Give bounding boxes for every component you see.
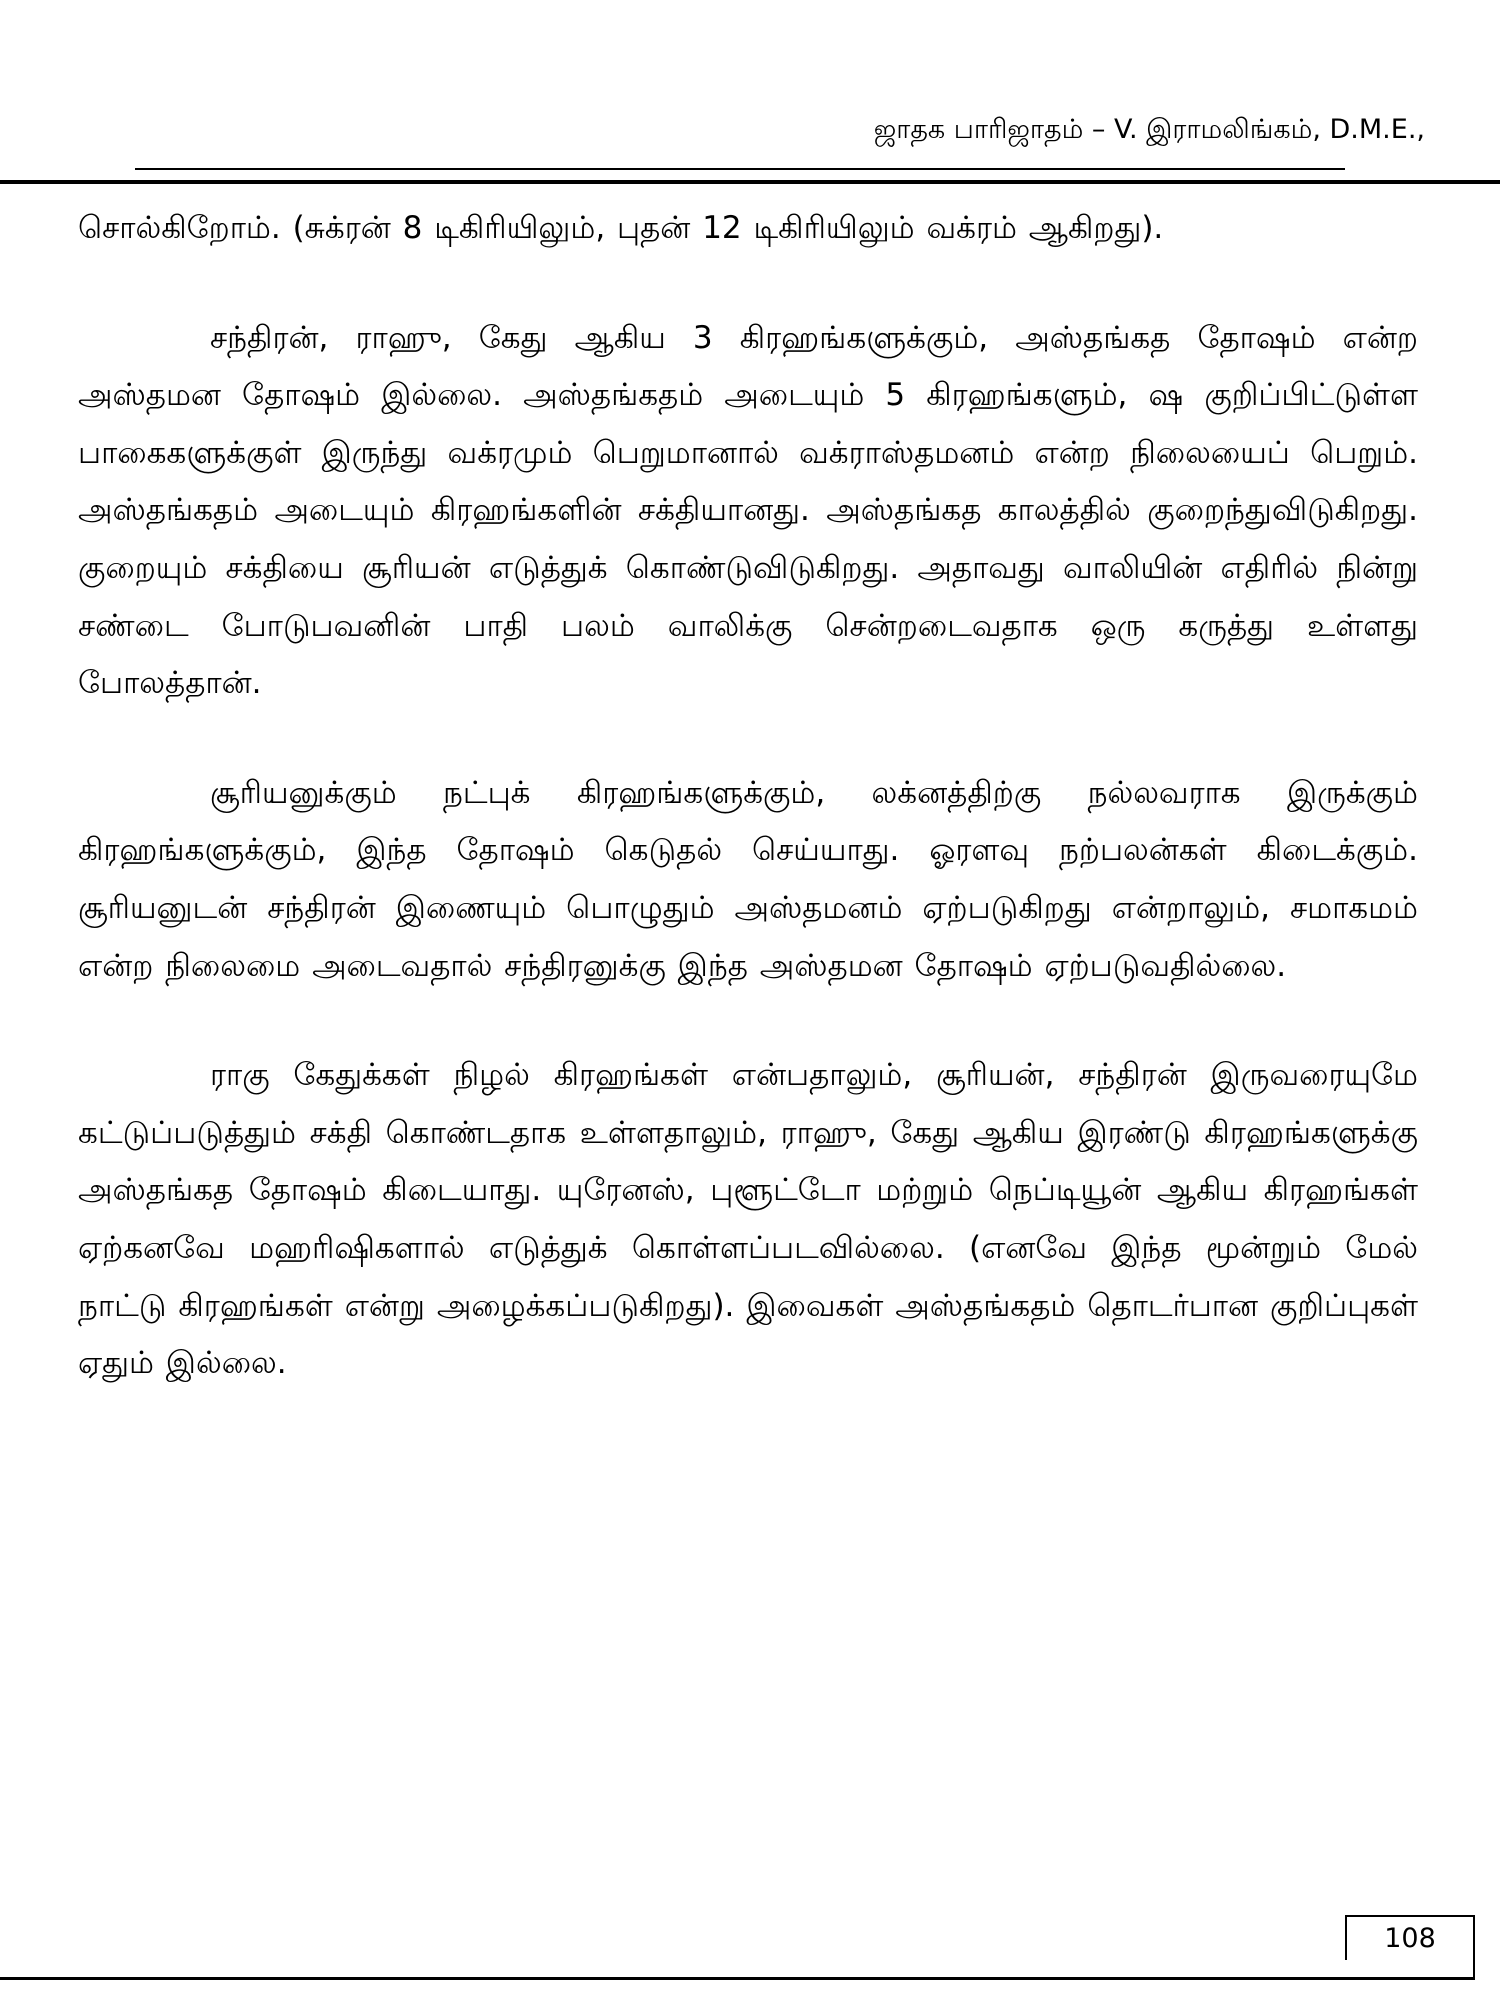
paragraph-continuation: சொல்கிறோம். (சுக்ரன் 8 டிகிரியிலும், புதன் 12 டிகிரியிலும் வக்ரம் ஆகிறது). xyxy=(78,210,1164,246)
paragraph-rahu-ketu: ராகு கேதுக்கள் நிழல் கிரஹங்கள் என்பதாலும், சூரியன், சந்திரன் இருவரையுமே கட்டுப்படுத்தும் சக்தி கொண்டதாக உள்ளதாலும், ராஹு, கேது ஆகிய இரண்டு கிரஹங்களுக்கு அஸ்தங்கத தோஷம் கிடையாது. யுரேனஸ், புளூட்டோ மற்றும் நெப்டியூன் ஆகிய கிரஹங்கள் ஏற்கனவே மஹரிஷிகளால் எடுத்துக் கொள்ளப்படவில்லை. (எனவே இந்த மூன்றும் மேல் நாட்டு கிரஹங்கள் என்று அழைக்கப்படுகிறது). இவைகள் அஸ்தங்கதம் தொடர்பான குறிப்புகள் ஏதும் இல்லை. xyxy=(78,1057,1418,1382)
footer-rule xyxy=(0,1977,1475,1980)
paragraph-friendly-planets: சூரியனுக்கும் நட்புக் கிரஹங்களுக்கும், லக்னத்திற்கு நல்லவராக இருக்கும் கிரஹங்களுக்கும், இந்த தோஷம் கெடுதல் செய்யாது. ஓரளவு நற்பலன்கள் கிடைக்கும். சூரியனுடன் சந்திரன் இணையும் பொழுதும் அஸ்தமனம் ஏற்படுகிறது என்றாலும், சமாகமம் என்ற நிலைமை அடைவதால் சந்திரனுக்கு இந்த அஸ்தமன தோஷம் ஏற்படுவதில்லை. xyxy=(78,774,1418,984)
page-number: 108 xyxy=(1345,1915,1475,1960)
header-rule-thick xyxy=(0,180,1500,184)
paragraph-asthangata-dosham: சந்திரன், ராஹு, கேது ஆகிய 3 கிரஹங்களுக்கும், அஸ்தங்கத தோஷம் என்ற அஸ்தமன தோஷம் இல்லை. அஸ்தங்கதம் அடையும் 5 கிரஹங்களும், ஷ குறிப்பிட்டுள்ள பாகைகளுக்குள் இருந்து வக்ரமும் பெறுமானால் வக்ராஸ்தமனம் என்ற நிலையைப் பெறும். அஸ்தங்கதம் அடையும் கிரஹங்களின் சக்தியானது. அஸ்தங்கத காலத்தில் குறைந்துவிடுகிறது. குறையும் சக்தியை சூரியன் எடுத்துக் கொண்டுவிடுகிறது. அதாவது வாலியின் எதிரில் நின்று சண்டை போடுபவனின் பாதி பலம் வாலிக்கு சென்றடைவதாக ஒரு கருத்து உள்ளது போலத்தான். xyxy=(78,319,1418,702)
header-rule-thin xyxy=(135,168,1345,170)
footer-corner-tick xyxy=(1473,1954,1475,1980)
page-body xyxy=(78,200,1418,1445)
page-footer xyxy=(0,1923,1500,2000)
page-header xyxy=(0,110,1500,190)
running-title: ஜாதக பாரிஜாதம் – V. இராமலிங்கம், D.M.E., xyxy=(873,114,1425,145)
